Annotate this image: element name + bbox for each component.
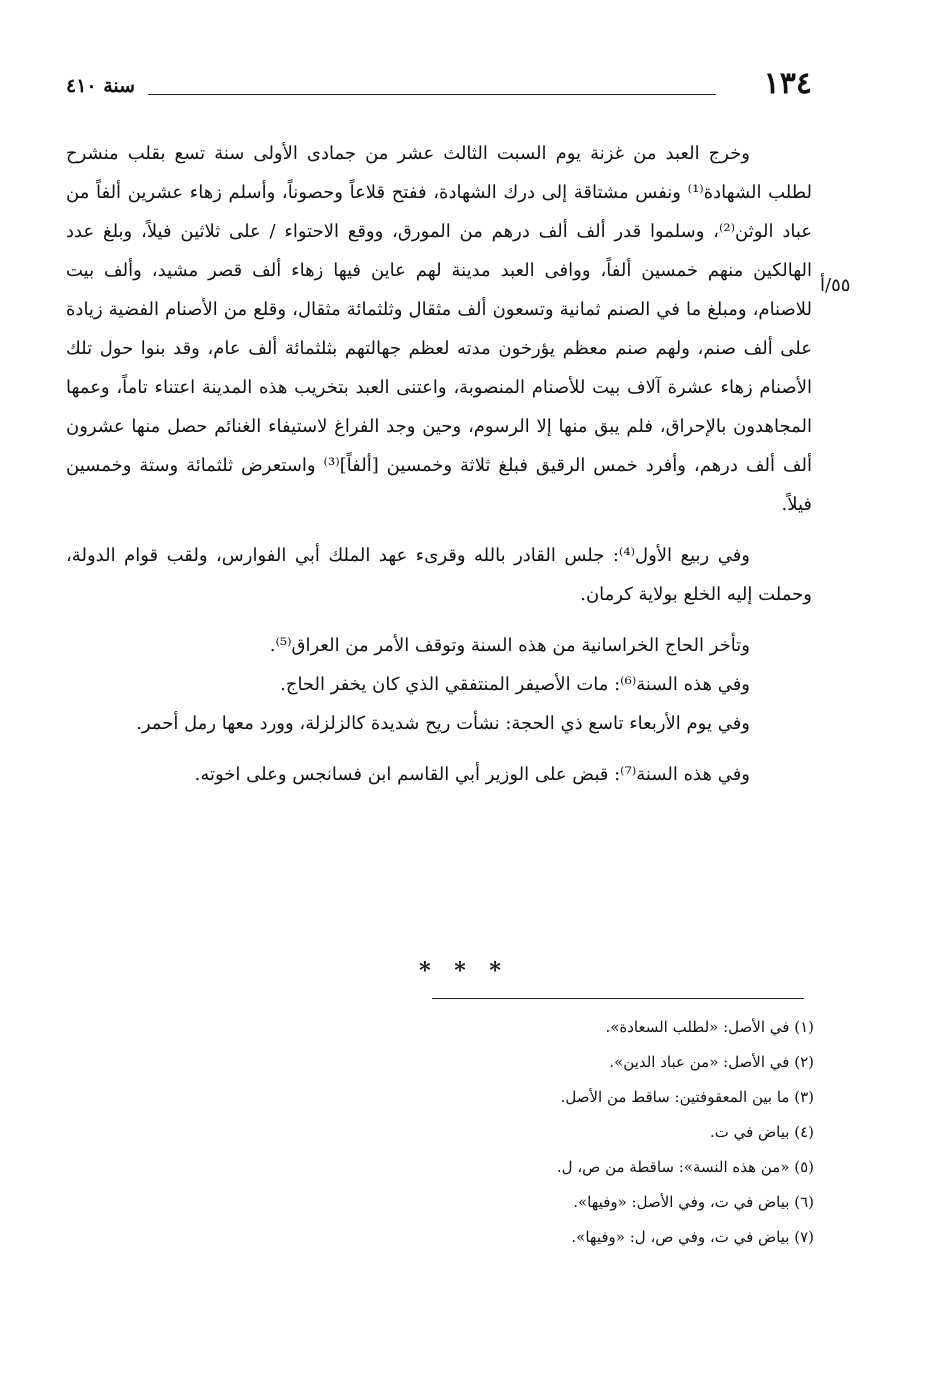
paragraph-5: وفي يوم الأربعاء تاسع ذي الحجة: نشأت ريح شديدة كالزلزلة، وورد معها رمل أحمر.: [136, 713, 750, 734]
paragraph-3: وتأخر الحاج الخراسانية من هذه السنة وتوقف الأمر من العراق⁽⁵⁾.: [269, 635, 750, 656]
paragraph-4: وفي هذه السنة⁽⁶⁾: مات الأصيفر المنتفقي الذي كان يخفر الحاج.: [280, 674, 750, 695]
page-header: [66, 64, 812, 104]
folio-margin-note: ٥٥/أ: [820, 275, 851, 296]
main-text: [66, 134, 812, 806]
paragraph-2: وفي ربيع الأول⁽⁴⁾: جلس القادر بالله وقرىء عهد الملك أبي الفوارس، ولقب قوام الدولة، وحملت إليه الخلع بولاية كرمان.: [66, 545, 812, 605]
footnote-7: (٧) بياض في ت، وفي ص، ل: «وفيها».: [571, 1228, 814, 1246]
footnote-rule: [432, 998, 804, 999]
page-number: ١٣٤: [763, 66, 812, 101]
footnote-6: (٦) بياض في ت، وفي الأصل: «وفيها».: [573, 1193, 814, 1211]
footnote-1: (١) في الأصل: «لطلب السعادة».: [605, 1018, 814, 1036]
footnote-2: (٢) في الأصل: «من عباد الدين».: [609, 1053, 814, 1071]
header-rule: [148, 94, 716, 95]
running-head-year: سنة ٤١٠: [66, 75, 136, 97]
section-separator: * * *: [419, 958, 509, 984]
paragraph-1: وخرج العبد من غزنة يوم السبت الثالث عشر من جمادى الأولى سنة تسع بقلب منشرح لطلب الشهادة⁽¹⁾ ونفس مشتاقة إلى درك الشهادة، ففتح قلاعاً وحصوناً، وأسلم زهاء عشرين ألفاً من عباد الوثن⁽²⁾، وسلموا قدر ألف ألف درهم من المورق، ووقع الاحتواء / على ثلاثين فيلاً، وبلغ عدد الهالكين منهم خمسين ألفاً، ووافى العبد مدينة لهم عاين فيها زهاء ألف قصر مشيد، وألف بيت للاصنام، ومبلغ ما في الصنم ثمانية وتسعون ألف مثقال وثلثمائة مثقال، وقلع من الأصنام الفضية زيادة على ألف صنم، ولهم صنم معظم يؤرخون مدته لعظم جهالتهم بثلثمائة ألف عام، وقد بنوا حول تلك الأصنام زهاء عشرة آلاف بيت للأصنام المنصوبة، واعتنى العبد بتخريب هذه المدينة اعتناء تاماً، وعمها المجاهدون بالإحراق، فلم يبق منها إلا الرسوم، وحين وجد الفراغ لاستيفاء الغنائم حصل منها عشرون ألف ألف درهم، وأفرد خمس الرقيق فبلغ ثلاثة وخمسين [ألفاً]⁽³⁾ واستعرض ثلثمائة وستة وخمسين فيلاً.: [66, 143, 813, 515]
footnote-3: (٣) ما بين المعقوفتين: ساقط من الأصل.: [560, 1088, 814, 1106]
footnote-4: (٤) بياض في ت.: [709, 1123, 814, 1141]
footnotes: [114, 1010, 814, 1255]
paragraph-6: وفي هذه السنة⁽⁷⁾: قبض على الوزير أبي القاسم ابن فسانجس وعلى اخوته.: [194, 764, 750, 785]
footnote-5: (٥) «من هذه النسة»: ساقطة من ص، ل.: [556, 1158, 814, 1176]
